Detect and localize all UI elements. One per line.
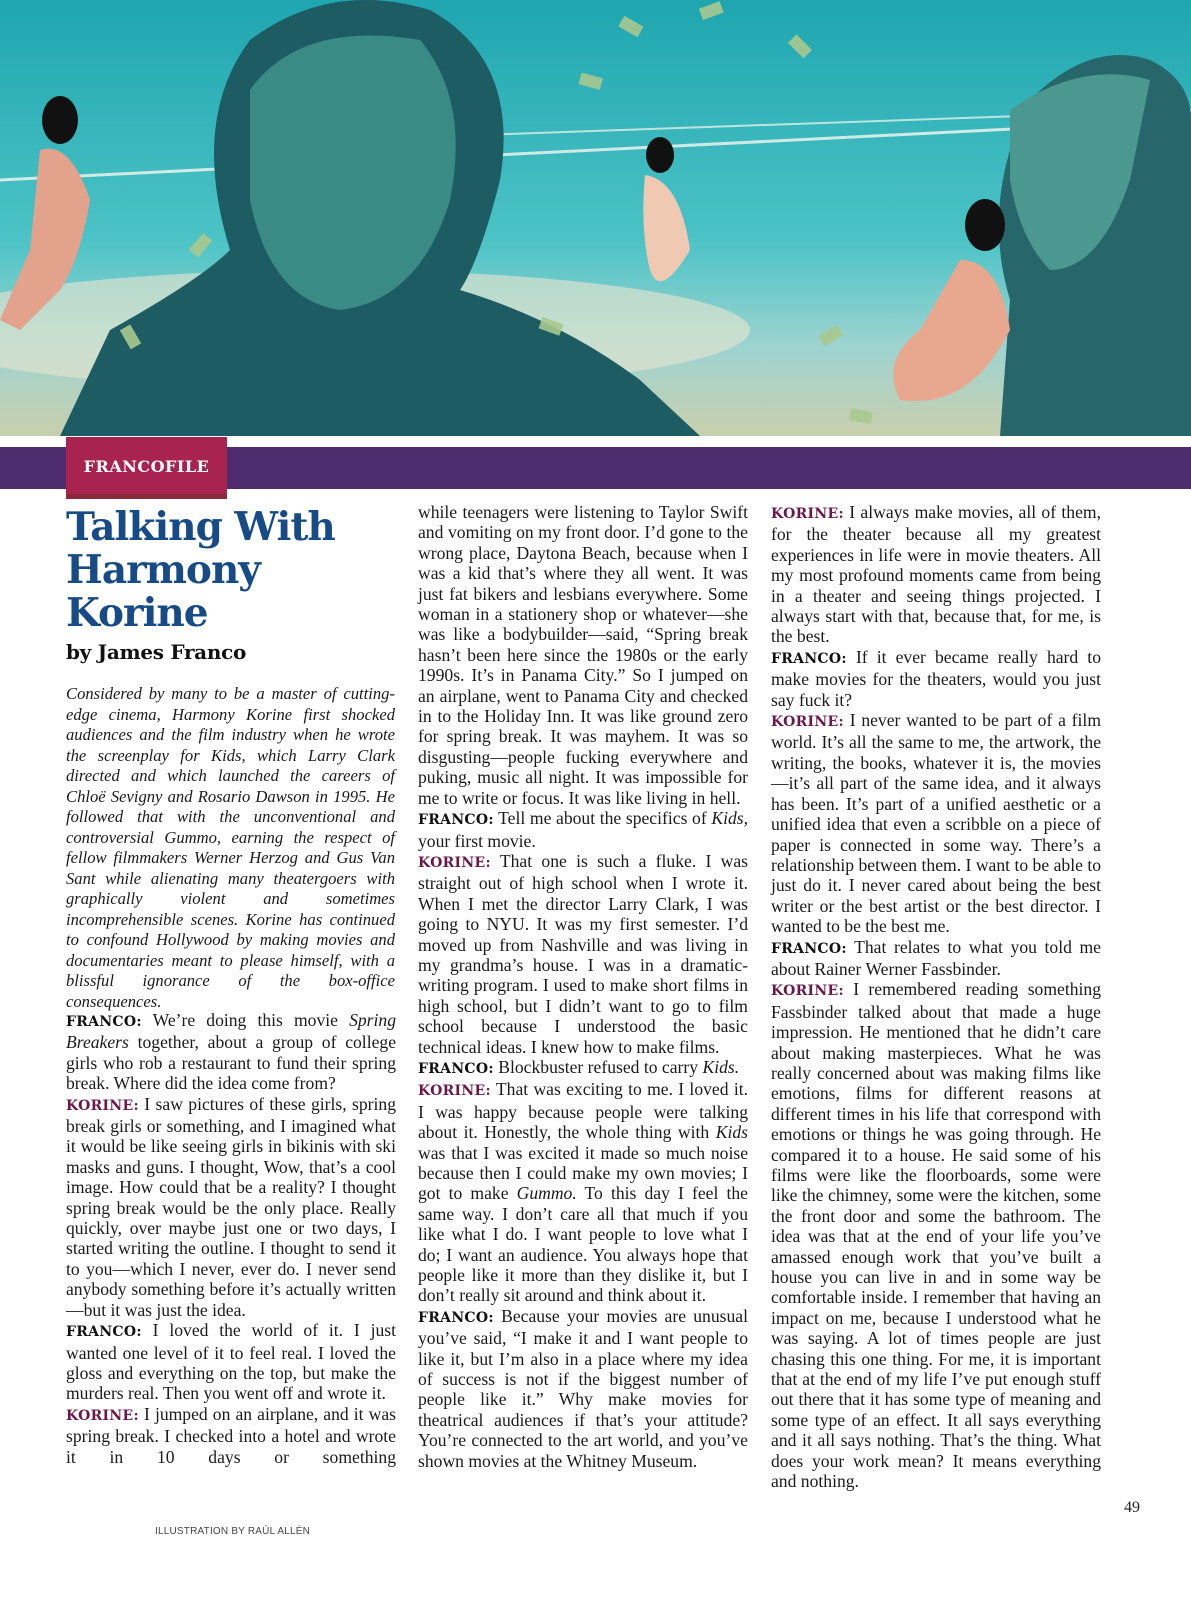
interview-paragraph [771,502,1101,647]
speaker-label-franco: FRANCO: [418,812,494,829]
paragraph-text: I saw pictures of these girls, spring break girls or something, and I imagined what it would be like seeing girls in bikinis with ski masks and guns. I thought, Wow, that’s a cool image. How could that be a reality? I thought spring break would be the only place. Really quickly, over maybe just one or two days, I started writing the outline. I thought to send it to you—which I never, ever do. I never send anybody something before it’s actually written—but it was just the idea. [66,1093,396,1320]
interview-paragraph [771,647,1101,710]
paragraph-text: That one is such a fluke. I was straight out of high school when I wrote it. When I met the director Larry Clark, I was going to NYU. It was my first semester. I’d moved up from Nashville and was living in my grandma’s house. I was in a dramatic-writing program. I used to make short films in high school, but I didn’t want to go to film school because I understood the basic technical ideas. I knew how to make films. [418,850,748,1057]
paragraph-text: Tell me about the specifics of [493,808,712,829]
page-number: 49 [1124,1499,1140,1516]
paragraph-text: That relates to what you told me about Rainer Werner Fassbinder. [771,936,1101,979]
speaker-label-franco: FRANCO: [418,1309,494,1326]
speaker-label-franco: FRANCO: [418,1060,494,1077]
italic-title-text: Kids, [711,808,748,829]
interview-paragraph [66,1320,396,1404]
body-column-2 [418,502,748,1471]
speaker-label-korine: KORINE: [771,714,844,731]
paragraph-text: We’re doing this movie [141,1010,350,1030]
speaker-label-franco: FRANCO: [66,1324,142,1341]
interview-paragraph [66,1404,396,1467]
interview-paragraph [66,1010,396,1094]
italic-title-text: Kids. [702,1056,740,1077]
article-intro: Considered by many to be a master of cutting-edge cinema, Harmony Korine first shocked audiences and the film industry when he wrote the screenplay for Kids, which Larry Clark directed and which launched the careers of Chloë Sevigny and Rosario Dawson in 1995. He followed that with the unconventional and controversial Gummo, earning the respect of fellow filmmakers Werner Herzog and Gus Van Sant while alienating many theatergoers with graphically violent and sometimes incomprehensible scenes. Korine has continued to confound Hollywood by making movies and documentaries meant to please himself, with a blissful ignorance of the box-office consequences. [66,684,395,1011]
italic-title-text: Spring Breakers [66,1010,396,1053]
speaker-label-korine: KORINE: [66,1097,139,1114]
speaker-label-korine: KORINE: [66,1407,139,1424]
interview-paragraph [771,710,1101,936]
body-column-1 [66,1010,396,1467]
section-tag-label: FRANCOFILE [83,457,210,476]
speaker-label-korine: KORINE: [418,854,491,871]
paragraph-text: while teenagers were listening to Taylor Swift and vomiting on my front door. I’d gone to the wrong place, Daytona Beach, because when I was a kid that’s where they all went. It was just fat bikers and lesbians everywhere. Some woman in a stationery shop or whatever—she was like a bodybuilder—said, “Spring break hasn’t been here since the 1980s or the early 1990s. It’s in Panama City.” So I jumped on an airplane, went to Panama City and checked in to the Holiday Inn. It was like ground zero for spring break. It was mayhem. It was so disgusting—people fucking everywhere and puking, music all night. It was impossible for me to write or focus. It was like living in hell. [418,502,748,808]
paragraph-text: Blockbuster refused to carry [493,1056,703,1077]
interview-paragraph [66,1094,396,1320]
paragraph-text: I loved the world of it. I just wanted one level of it to feel real. I loved the gloss and everything on the top, but make the murders real. Then you went off and wrote it. [66,1320,396,1404]
italic-title-text: Kids [715,1122,748,1143]
interview-paragraph [418,851,748,1057]
paragraph-text: was that I was excited it made so much noise because then I could make my own movies; I got to make [418,1142,748,1204]
paragraph-text: To this day I feel the same way. I don’t care all that much if you like what I do. I want people to love what I do; I want an audience. You always hope that people like it more than they dislike it, but I don’t really sit around and think about it. [418,1183,748,1306]
speaker-label-korine: KORINE: [771,506,844,522]
paragraph-text: together, about a group of college girls who rob a restaurant to fund their spring break. Where did the idea come from? [66,1032,396,1094]
speaker-label-korine: KORINE: [771,983,844,1000]
paragraph-text: Because your movies are unusual you’ve said, “I make it and I want people to like it, but I’m also in a place where my idea of success is not if the biggest number of people like it.” Why make movies for theatrical audiences if that’s your attitude? You’re connected to the art world, and you’ve shown movies at the Whitney Museum. [418,1305,748,1471]
speaker-label-franco: FRANCO: [66,1014,142,1030]
article-title: Talking With Harmony Korine [66,504,335,636]
speaker-label-franco: FRANCO: [771,650,847,667]
interview-paragraph [418,1306,748,1471]
interview-paragraph [418,808,748,851]
interview-paragraph [418,1057,748,1079]
interview-paragraph [418,502,748,808]
illustration-credit: ILLUSTRATION BY RAÚL ALLÉN [155,1526,311,1537]
speaker-label-franco: FRANCO: [771,940,847,957]
paragraph-text: your first movie. [418,830,536,851]
paragraph-text: I jumped on an airplane, and it was spring break. I checked into a hotel and wrote it in 10 days or something [66,1403,396,1467]
italic-title-text: Gummo. [516,1183,577,1204]
interview-paragraph [771,979,1101,1491]
byline: by James Franco [66,640,247,664]
header-illustration [0,0,1191,436]
paragraph-text: I never wanted to be part of a film world. It’s all the same to me, the artwork, the writing, the books, whatever it is, the movies—it’s all part of the same idea, and it always has been. It’s part of a unified aesthetic or a unified idea that even a scribble on a piece of paper is connected in some way. There’s a relationship between them. I want to be able to just do it. I never cared about being the best writer or the best artist or the best director. I wanted to be the best me. [771,710,1101,937]
paragraph-text: I remembered reading something Fassbinder talked about that made a huge impression. He mentioned that he didn’t care about making masterpieces. What he was really concerned about was making films like emotions, films for different reasons at different times in his life that correspond with emotions or things he was going through. He compared it to a house. He said some of his films were like the floorboards, some were like the chimney, some were the kitchen, some the front door and some the bathroom. The idea was that at the end of your life you’ve amassed enough work that you’ve built a house you can live in and in some way be comfortable inside. I remember that having an impact on me, because I understood what he was saying. A lot of times people are just chasing this one thing. For me, it is important that at the end of my life I’ve put enough stuff out there that it has some type of meaning and some type of an effect. It all says everything and it all says nothing. That’s the thing. What does your work mean? It means everything and nothing. [771,979,1101,1492]
paragraph-text: That was exciting to me. I loved it. I was happy because people were talking about it. Honestly, the whole thing with [418,1079,748,1143]
interview-paragraph [771,937,1101,980]
interview-paragraph [418,1079,748,1305]
section-tag [66,437,227,499]
speaker-label-korine: KORINE: [418,1083,491,1100]
paragraph-text: I always make movies, all of them, for the theater because all my greatest experiences in life were in movie theaters. All my most profound moments came from being in a theater and seeing things projected. I always start with that, because that, for me, is the best. [771,502,1101,647]
paragraph-text: If it ever became really hard to make movies for the theaters, would you just say fuck it? [771,646,1101,710]
body-column-3 [771,502,1101,1492]
